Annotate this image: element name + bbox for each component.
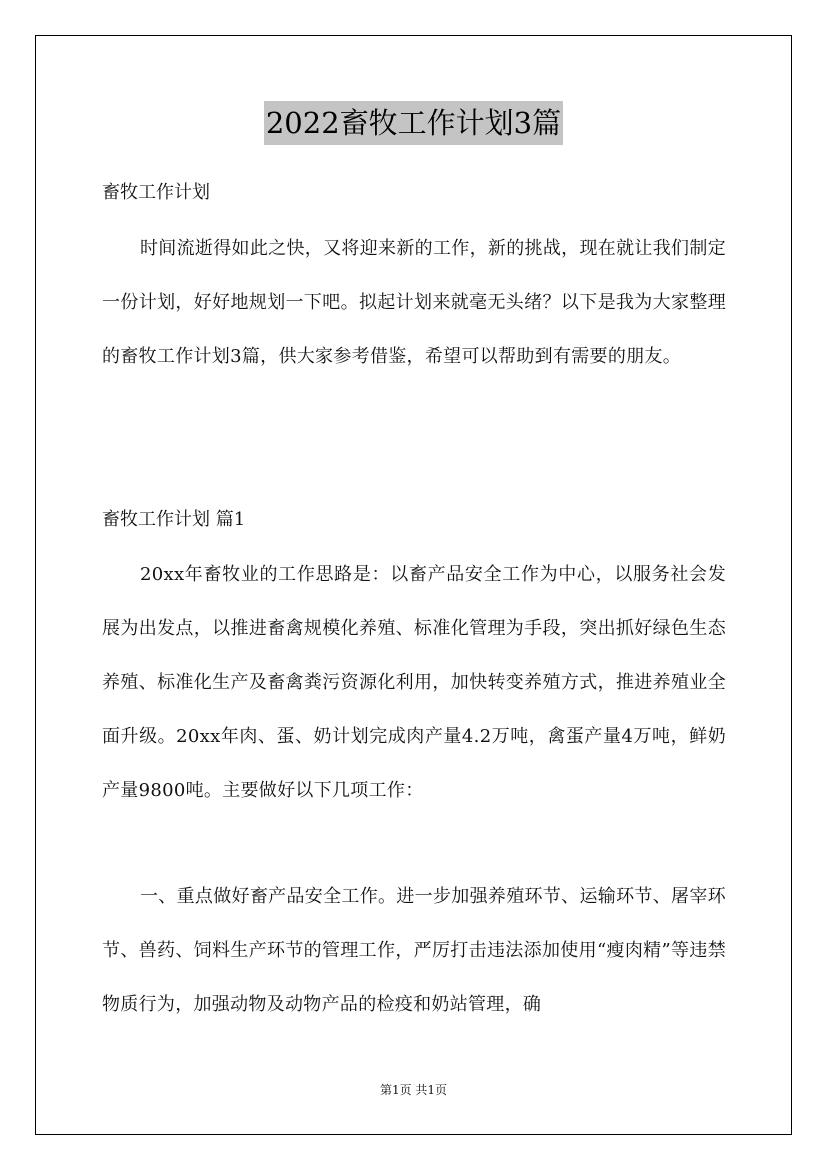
intro-heading: 畜牧工作计划 (102, 182, 210, 203)
section1-paragraph: 20xx年畜牧业的工作思路是：以畜产品安全工作为中心，以服务社会发展为出发点，以推进畜禽规模化养殖、标准化管理为手段，突出抓好绿色生态养殖、标准化生产及畜禽粪污资源化利用，加快转变养殖方式，推进养殖业全面升级。20xx年肉、蛋、奶计划完成肉产量4.2万吨，禽蛋产量4万吨，鲜奶产量9800吨。主要做好以下几项工作： (102, 564, 726, 801)
title-container (0, 101, 827, 145)
page-footer: 第1页 共1页 (379, 1083, 448, 1097)
section1-heading: 畜牧工作计划 篇1 (102, 509, 246, 530)
section1-item-one-paragraph: 一、重点做好畜产品安全工作。进一步加强养殖环节、运输环节、屠宰环节、兽药、饲料生产环节的管理工作，严厉打击违法添加使用“瘦肉精”等违禁物质行为，加强动物及动物产品的检疫和奶站管理，确 (102, 886, 726, 1015)
document-title: 2022畜牧工作计划3篇 (264, 101, 563, 145)
intro-paragraph: 时间流逝得如此之快，又将迎来新的工作，新的挑战，现在就让我们制定一份计划，好好地规划一下吧。拟起计划来就毫无头绪？以下是我为大家整理的畜牧工作计划3篇，供大家参考借鉴，希望可以帮助到有需要的朋友。 (102, 238, 726, 367)
